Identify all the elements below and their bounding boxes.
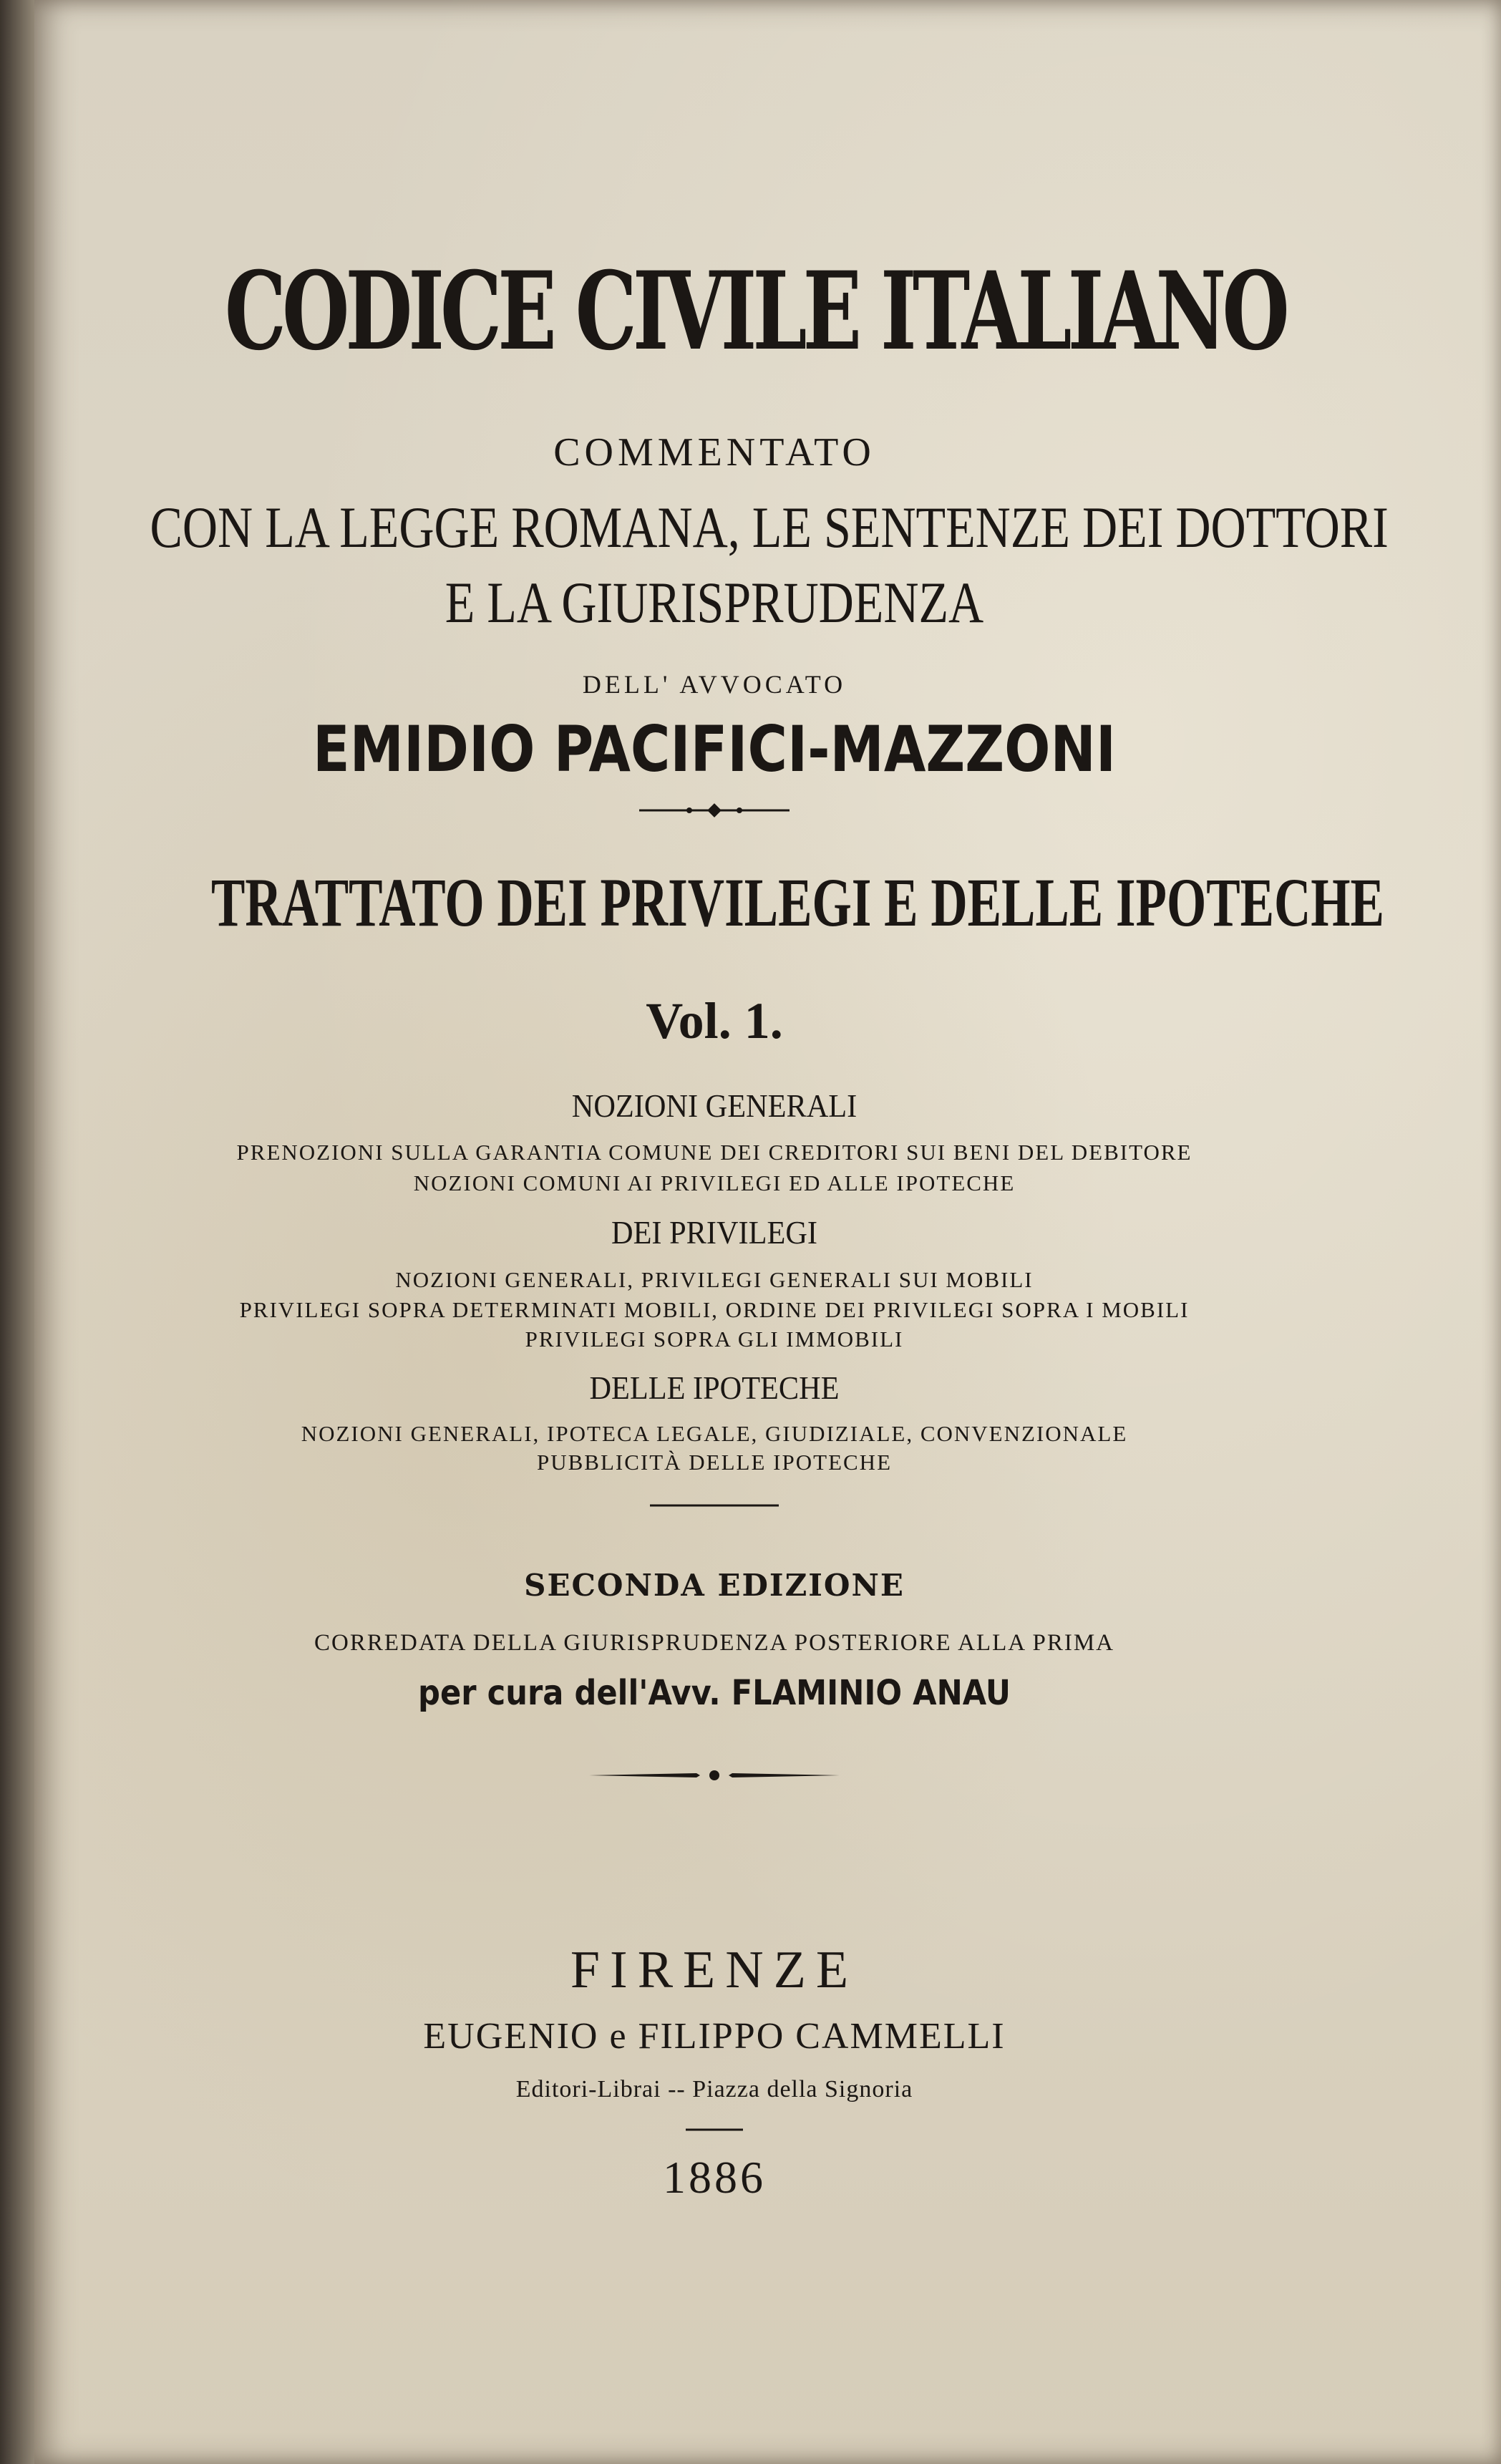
subtitle-line-2: CON LA LEGGE ROMANA, LE SENTENZE DEI DOTTORI (150, 495, 1389, 560)
short-rule-divider (34, 2128, 1394, 2132)
title-page (34, 0, 1501, 2464)
contents-line: NOZIONI GENERALI, PRIVILEGI GENERALI SUI MOBILI (395, 1267, 1034, 1292)
imprint-year: 1886 (663, 2152, 766, 2203)
contents-line: NOZIONI GENERALI, IPOTECA LEGALE, GIUDIZIALE, CONVENZIONALE (301, 1421, 1128, 1446)
volume-number: Vol. 1. (646, 992, 783, 1049)
edition-editor: per cura dell'Avv. FLAMINIO ANAU (418, 1673, 1011, 1713)
imprint-address: Editori-Librai -- Piazza della Signoria (515, 2076, 913, 2102)
contents-line: PRIVILEGI SOPRA GLI IMMOBILI (525, 1326, 904, 1352)
edition-label: SECONDA EDIZIONE (524, 1568, 905, 1603)
section-heading-nozioni-generali: NOZIONI GENERALI (571, 1087, 858, 1124)
ornament-divider-bottom (34, 1767, 1394, 1784)
treatise-title: TRATTATO DEI PRIVILEGI E DELLE IPOTECHE (211, 864, 1384, 941)
author-prefix: DELL' AVVOCATO (582, 670, 847, 699)
contents-line: PUBBLICITÀ DELLE IPOTECHE (536, 1450, 893, 1475)
subtitle: COMMENTATO (553, 430, 875, 475)
ornament-divider-top (34, 802, 1394, 819)
edition-note: CORREDATA DELLA GIURISPRUDENZA POSTERIORE ALLA PRIMA (314, 1630, 1115, 1656)
contents-line: NOZIONI COMUNI AI PRIVILEGI ED ALLE IPOTECHE (413, 1170, 1016, 1195)
book-title: CODICE CIVILE ITALIANO (225, 248, 1286, 374)
subtitle-line-3: E LA GIURISPRUDENZA (445, 570, 984, 635)
contents-line: PRENOZIONI SULLA GARANTIA COMUNE DEI CREDITORI SUI BENI DEL DEBITORE (236, 1140, 1192, 1165)
imprint-city: FIRENZE (570, 1941, 859, 1999)
contents-line: PRIVILEGI SOPRA DETERMINATI MOBILI, ORDINE DEI PRIVILEGI SOPRA I MOBILI (239, 1297, 1190, 1322)
imprint-publisher: EUGENIO e FILIPPO CAMMELLI (423, 2016, 1006, 2057)
author-name: EMIDIO PACIFICI-MAZZONI (312, 712, 1117, 786)
section-heading-dei-privilegi: DEI PRIVILEGI (611, 1214, 817, 1251)
short-rule-divider (34, 1503, 1394, 1508)
section-heading-delle-ipoteche: DELLE IPOTECHE (589, 1369, 840, 1406)
